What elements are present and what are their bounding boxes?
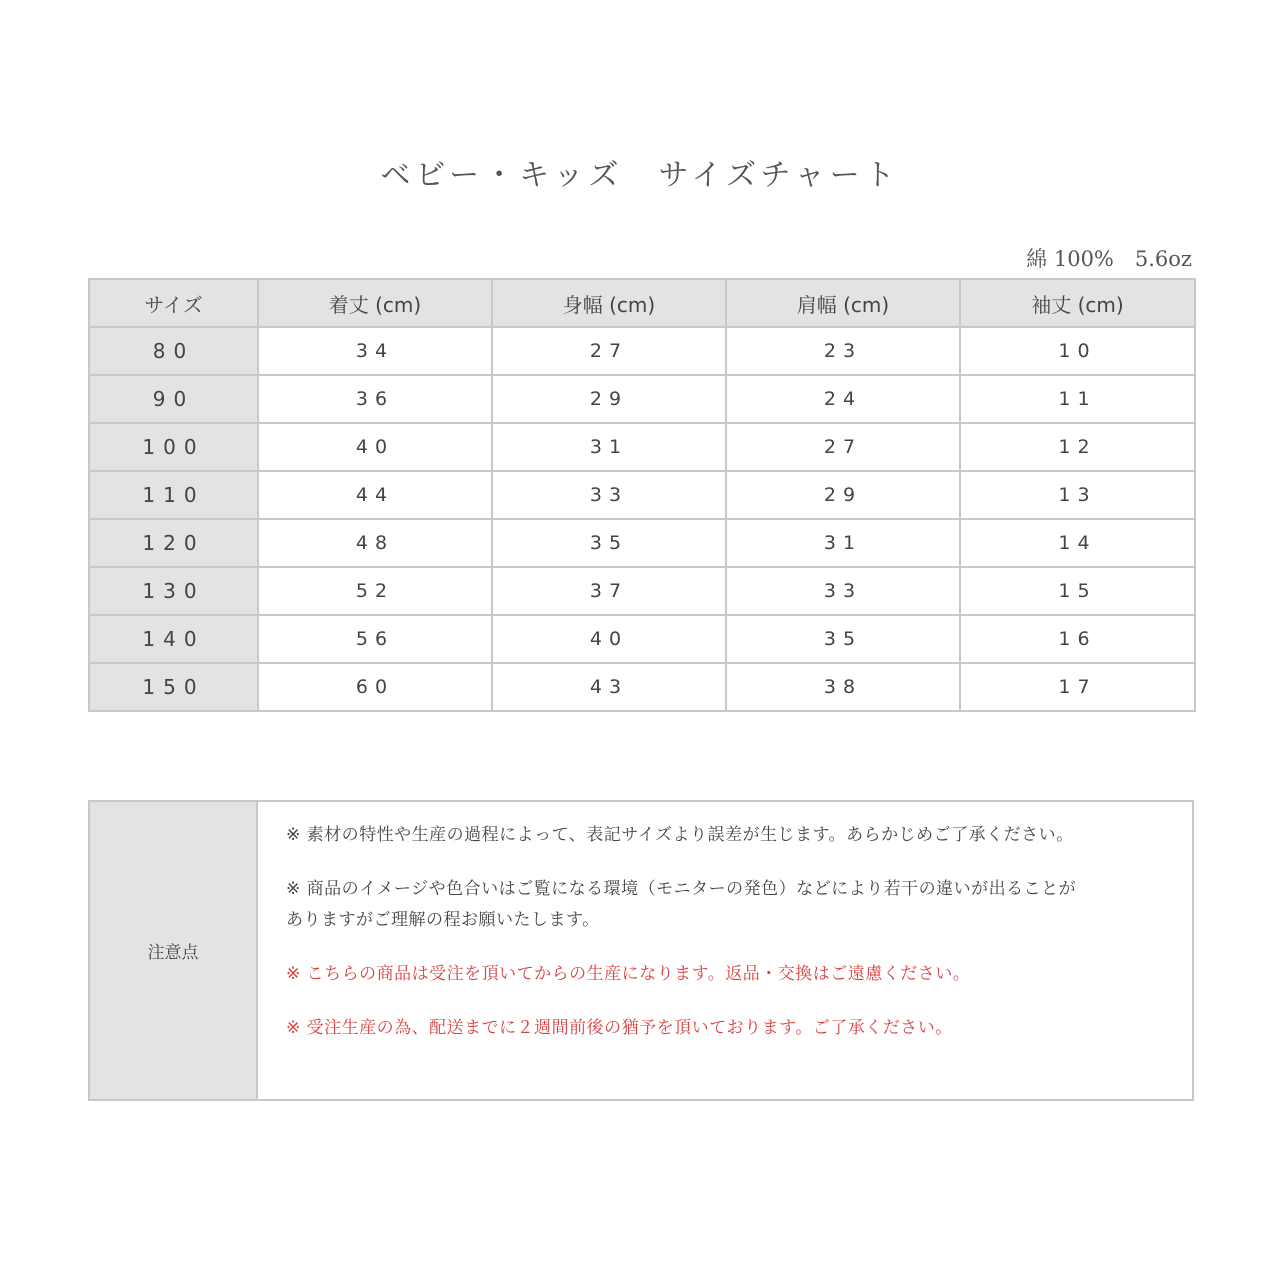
note-item-warning: ※ こちらの商品は受注を頂いてからの生産になります。返品・交換はご遠慮ください。 [286,964,971,984]
length-cell: 44 [258,471,492,519]
length-cell: 48 [258,519,492,567]
width-cell: 40 [492,615,726,663]
table-row [89,663,1195,711]
shoulder-cell: 23 [726,327,960,375]
fabric-info: 綿 100% 5.6oz [1026,247,1192,271]
shoulder-cell: 27 [726,423,960,471]
sleeve-cell: 12 [960,423,1195,471]
length-cell: 56 [258,615,492,663]
shoulder-cell: 35 [726,615,960,663]
sleeve-cell: 11 [960,375,1195,423]
size-cell: 80 [89,327,258,375]
table-row [89,375,1195,423]
size-cell: 150 [89,663,258,711]
table-row [89,423,1195,471]
note-item-warning: ※ 受注生産の為、配送までに２週間前後の猶予を頂いております。ご了承ください。 [286,1018,953,1038]
header-shoulder: 肩幅 (cm) [726,279,960,327]
sleeve-cell: 16 [960,615,1195,663]
width-cell: 35 [492,519,726,567]
width-cell: 31 [492,423,726,471]
shoulder-cell: 24 [726,375,960,423]
length-cell: 60 [258,663,492,711]
shoulder-cell: 33 [726,567,960,615]
sleeve-cell: 10 [960,327,1195,375]
notes-label: 注意点 [89,801,257,1100]
shoulder-cell: 38 [726,663,960,711]
header-length: 着丈 (cm) [258,279,492,327]
shoulder-cell: 31 [726,519,960,567]
size-cell: 100 [89,423,258,471]
table-row [89,615,1195,663]
length-cell: 36 [258,375,492,423]
header-width: 身幅 (cm) [492,279,726,327]
notes-body [257,801,1193,1100]
size-cell: 140 [89,615,258,663]
note-item: ※ 商品のイメージや色合いはご覧になる環境（モニターの発色）などにより若干の違いが出ることが ありますがご理解の程お願いたします。 [286,879,1077,930]
length-cell: 34 [258,327,492,375]
shoulder-cell: 29 [726,471,960,519]
width-cell: 27 [492,327,726,375]
length-cell: 52 [258,567,492,615]
size-chart-table [88,278,1196,712]
table-row [89,327,1195,375]
table-row [89,567,1195,615]
width-cell: 33 [492,471,726,519]
size-cell: 130 [89,567,258,615]
table-row [89,471,1195,519]
size-cell: 120 [89,519,258,567]
note-item: ※ 素材の特性や生産の過程によって、表記サイズより誤差が生じます。あらかじめご了承ください。 [286,825,1074,845]
sleeve-cell: 14 [960,519,1195,567]
size-cell: 110 [89,471,258,519]
width-cell: 29 [492,375,726,423]
table-header-row [89,279,1195,327]
sleeve-cell: 15 [960,567,1195,615]
width-cell: 37 [492,567,726,615]
sleeve-cell: 17 [960,663,1195,711]
notes-table [88,800,1194,1101]
width-cell: 43 [492,663,726,711]
table-row [89,519,1195,567]
length-cell: 40 [258,423,492,471]
size-cell: 90 [89,375,258,423]
sleeve-cell: 13 [960,471,1195,519]
header-size: サイズ [89,279,258,327]
page-title: ベビー・キッズ サイズチャート [380,158,900,193]
header-sleeve: 袖丈 (cm) [960,279,1195,327]
